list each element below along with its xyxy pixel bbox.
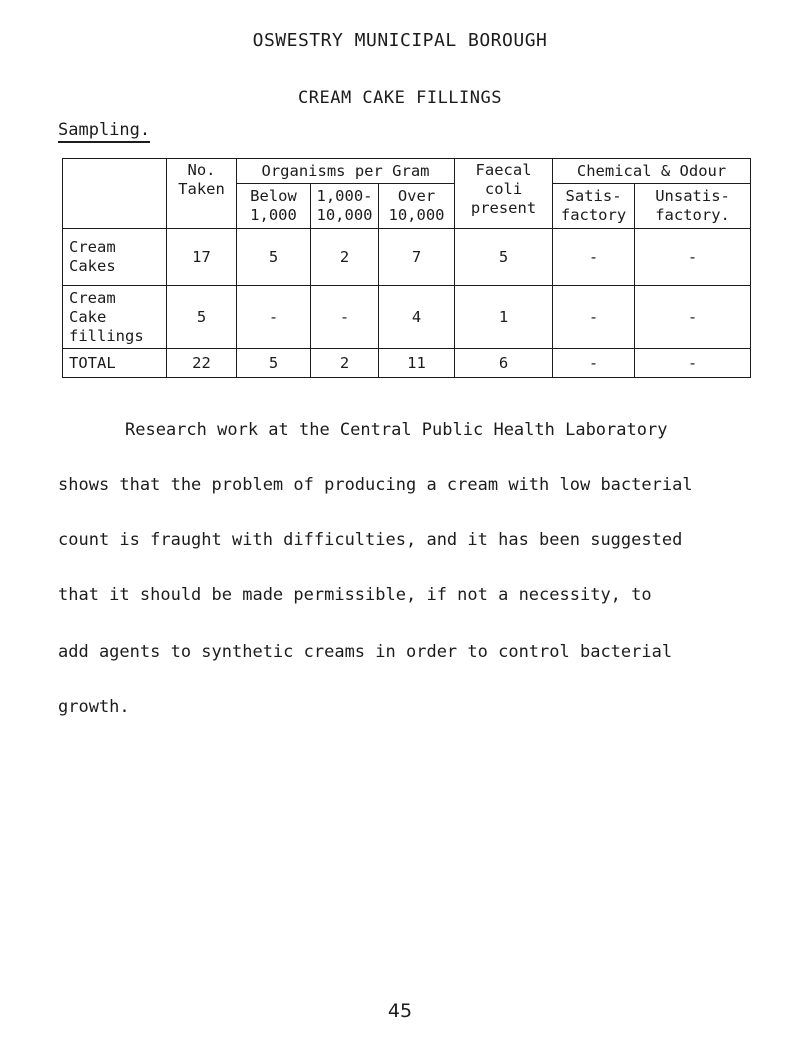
cell-below: 5 bbox=[237, 349, 311, 378]
cell-no-taken: 5 bbox=[167, 286, 237, 349]
table-row bbox=[63, 286, 751, 349]
cell-no-taken: 22 bbox=[167, 349, 237, 378]
sampling-table bbox=[62, 158, 751, 378]
paragraph-line: shows that the problem of producing a cream with low bacterial bbox=[58, 475, 693, 495]
cell-mid: 2 bbox=[311, 229, 379, 286]
cell-over: 7 bbox=[379, 229, 455, 286]
cell-satisfactory: - bbox=[553, 286, 635, 349]
cell-faecal: 5 bbox=[455, 229, 553, 286]
cell-over: 4 bbox=[379, 286, 455, 349]
paragraph-line: Research work at the Central Public Health Laboratory bbox=[125, 420, 668, 440]
paragraph-line: add agents to synthetic creams in order to control bacterial bbox=[58, 642, 673, 662]
cell-faecal: 1 bbox=[455, 286, 553, 349]
paragraph-line: that it should be made permissible, if not a necessity, to bbox=[58, 585, 652, 605]
header-mid: 1,000- 10,000 bbox=[311, 184, 379, 229]
cell-no-taken: 17 bbox=[167, 229, 237, 286]
cell-below: 5 bbox=[237, 229, 311, 286]
section-heading: Sampling. bbox=[58, 120, 150, 143]
header-satisfactory: Satis- factory bbox=[553, 184, 635, 229]
header-chemical-odour: Chemical & Odour bbox=[553, 159, 751, 184]
cell-satisfactory: - bbox=[553, 349, 635, 378]
corner-cell bbox=[63, 159, 167, 229]
header-organisms-per-gram: Organisms per Gram bbox=[237, 159, 455, 184]
cell-unsatisfactory: - bbox=[635, 349, 751, 378]
page-title: OSWESTRY MUNICIPAL BOROUGH bbox=[252, 30, 548, 51]
header-faecal-coli: Faecal coli present bbox=[455, 159, 553, 229]
row-label: Cream Cake fillings bbox=[63, 286, 167, 349]
cell-mid: - bbox=[311, 286, 379, 349]
cell-below: - bbox=[237, 286, 311, 349]
page-subtitle: CREAM CAKE FILLINGS bbox=[298, 88, 502, 108]
cell-unsatisfactory: - bbox=[635, 229, 751, 286]
cell-satisfactory: - bbox=[553, 229, 635, 286]
row-label: Cream Cakes bbox=[63, 229, 167, 286]
table-row bbox=[63, 229, 751, 286]
paragraph-line: growth. bbox=[58, 697, 130, 717]
header-over: Over 10,000 bbox=[379, 184, 455, 229]
header-row-1 bbox=[63, 159, 751, 184]
header-below: Below 1,000 bbox=[237, 184, 311, 229]
cell-faecal: 6 bbox=[455, 349, 553, 378]
header-unsatisfactory: Unsatis- factory. bbox=[635, 184, 751, 229]
page-number: 45 bbox=[387, 1000, 413, 1022]
cell-unsatisfactory: - bbox=[635, 286, 751, 349]
table-row-total bbox=[63, 349, 751, 378]
cell-over: 11 bbox=[379, 349, 455, 378]
header-no-taken: No. Taken bbox=[167, 159, 237, 229]
row-label: TOTAL bbox=[63, 349, 167, 378]
paragraph-line: count is fraught with difficulties, and it has been suggested bbox=[58, 530, 683, 550]
cell-mid: 2 bbox=[311, 349, 379, 378]
